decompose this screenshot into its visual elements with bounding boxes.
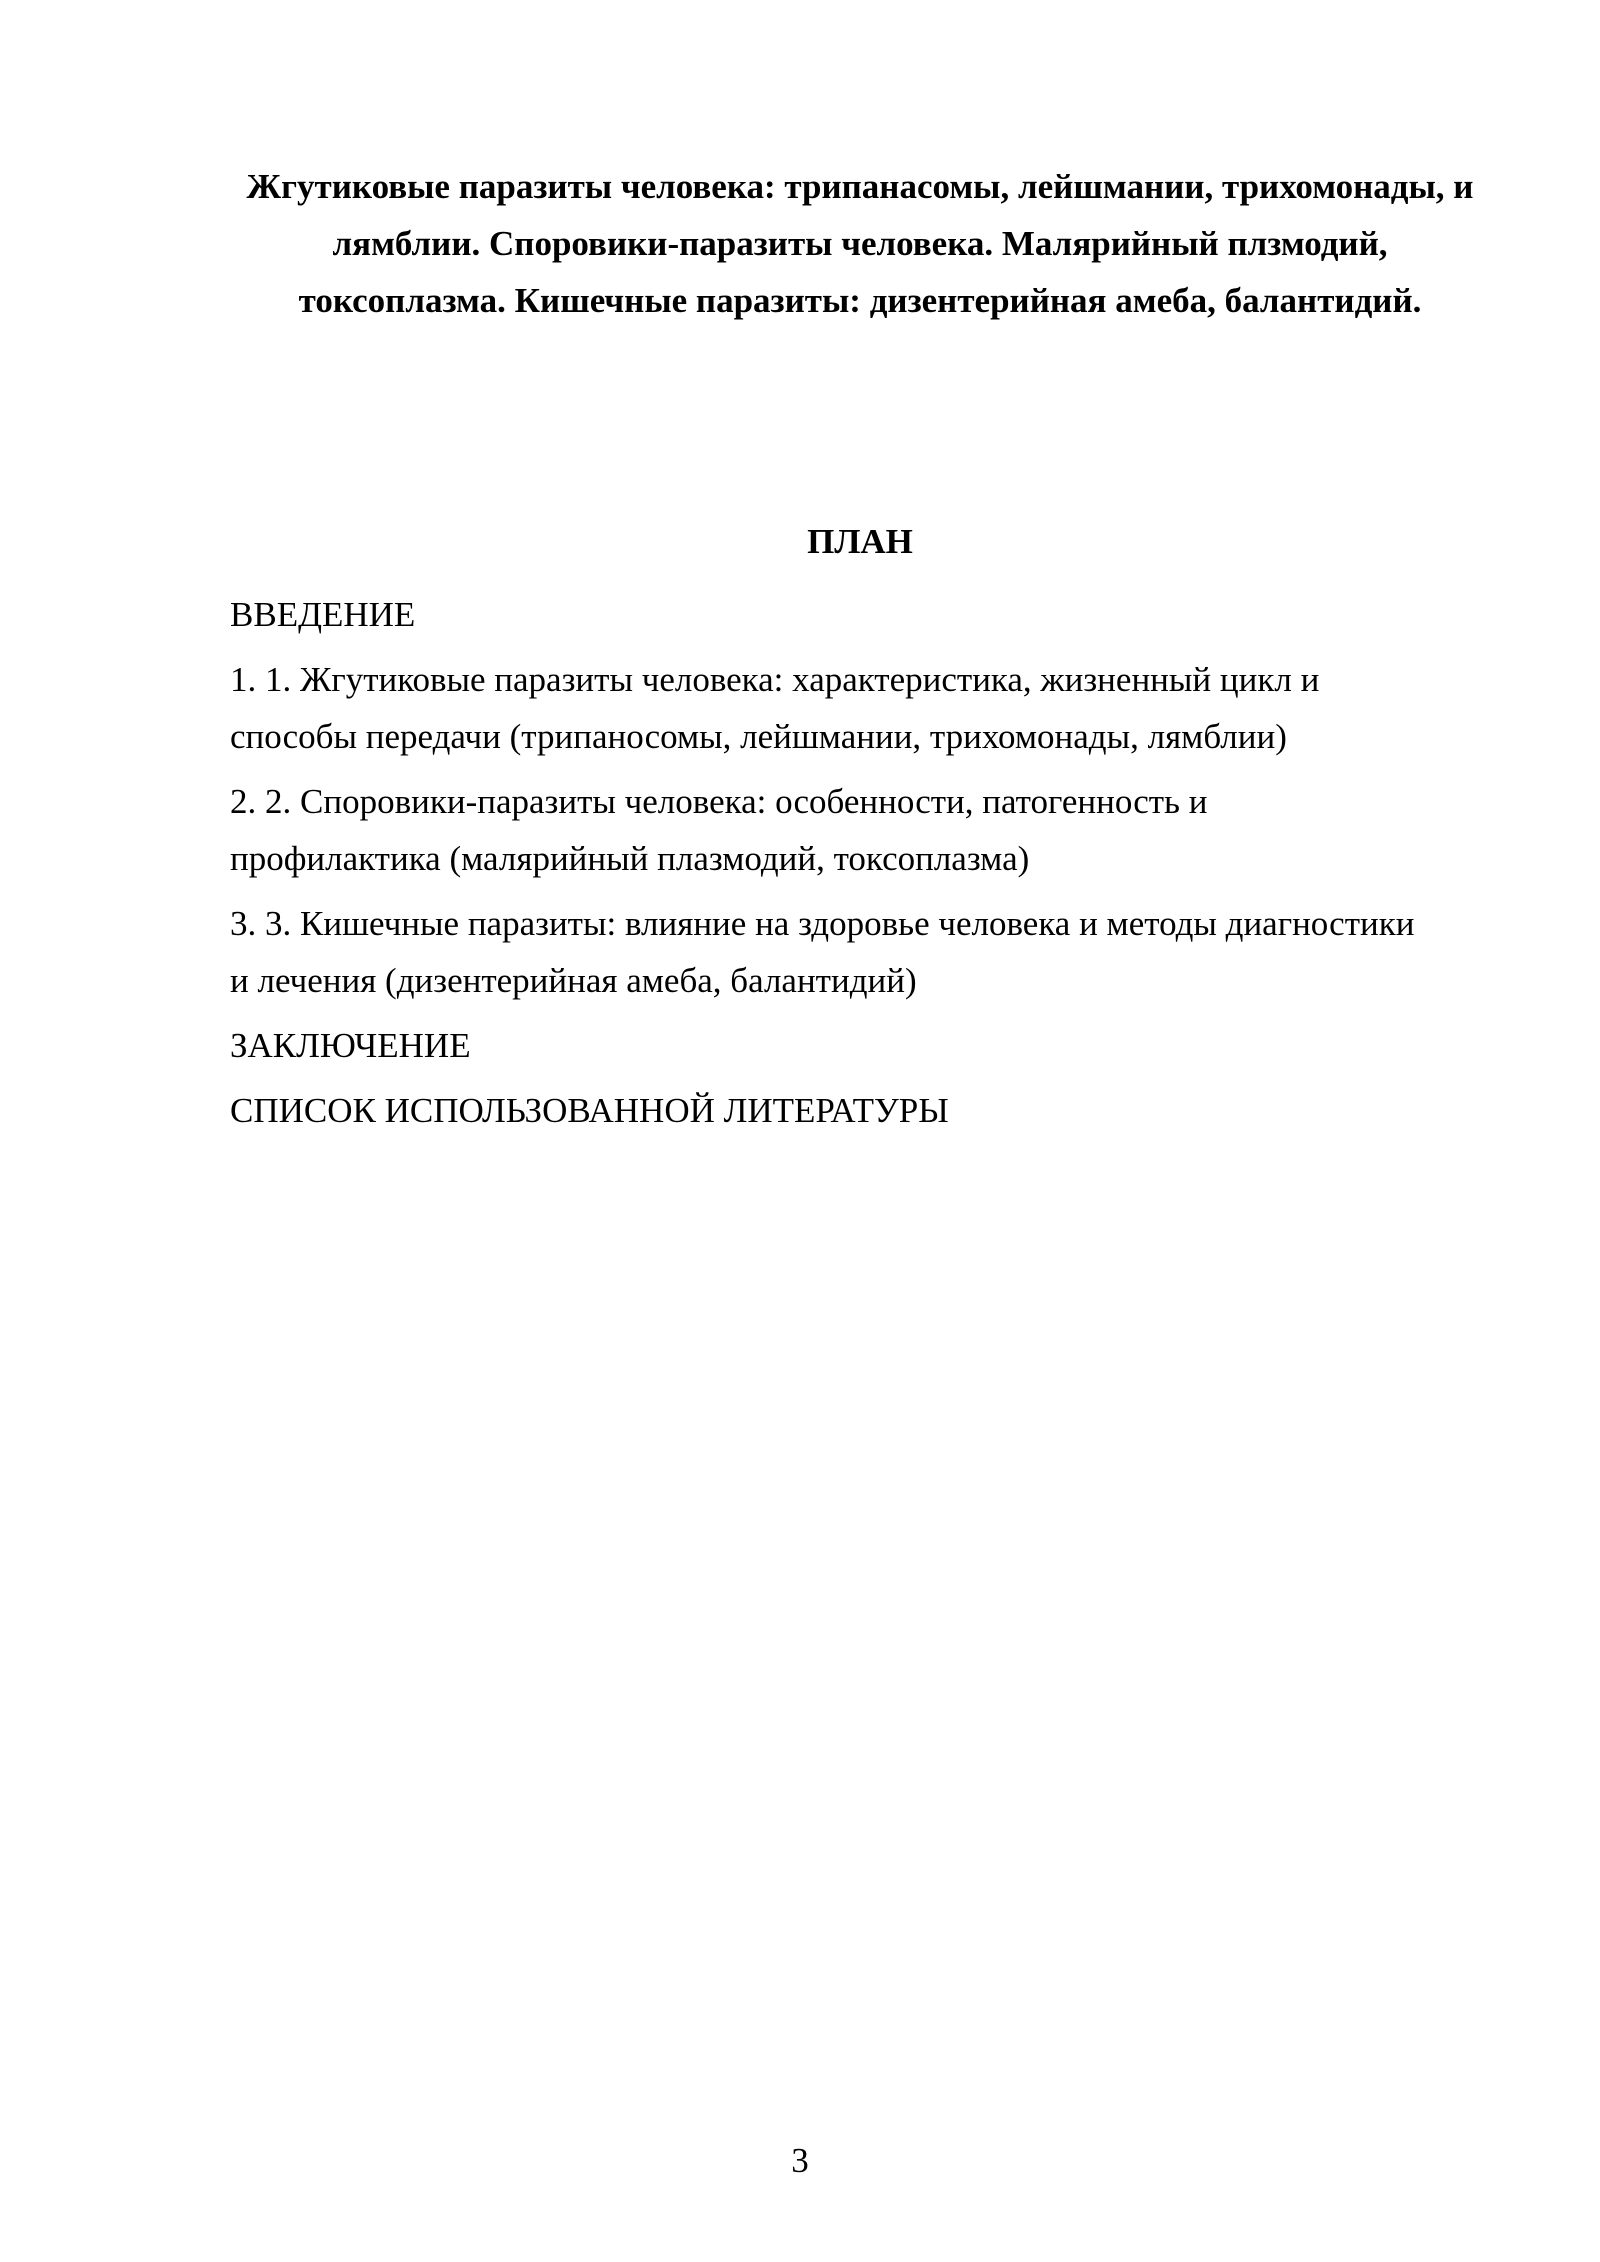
plan-item-chapter-1: 1. 1. Жгутиковые паразиты человека: характеристика, жизненный цикл и способы передачи (трипаносомы, лейшмании, трихомонады, лямблии) — [230, 660, 1320, 756]
plan-item-references: СПИСОК ИСПОЛЬЗОВАННОЙ ЛИТЕРАТУРЫ — [230, 1091, 949, 1130]
plan-heading: ПЛАН — [807, 522, 913, 561]
document-title: Жгутиковые паразиты человека: трипанасомы, лейшмании, трихомонады, и лямблии. Споровики-паразиты человека. Малярийный плзмодий, токсоплазма. Кишечные паразиты: дизентерийная амеба, балантидий. — [246, 167, 1474, 320]
plan-item-chapter-2: 2. 2. Споровики-паразиты человека: особенности, патогенность и профилактика (малярийный плазмодий, токсоплазма) — [230, 782, 1208, 878]
plan-list — [230, 586, 1420, 1147]
plan-item-conclusion: ЗАКЛЮЧЕНИЕ — [230, 1026, 471, 1065]
plan-item-chapter-3: 3. 3. Кишечные паразиты: влияние на здоровье человека и методы диагностики и лечения (дизентерийная амеба, балантидий) — [230, 904, 1415, 1000]
plan-item-introduction: ВВЕДЕНИЕ — [230, 595, 416, 634]
page-number: 3 — [791, 2141, 809, 2180]
